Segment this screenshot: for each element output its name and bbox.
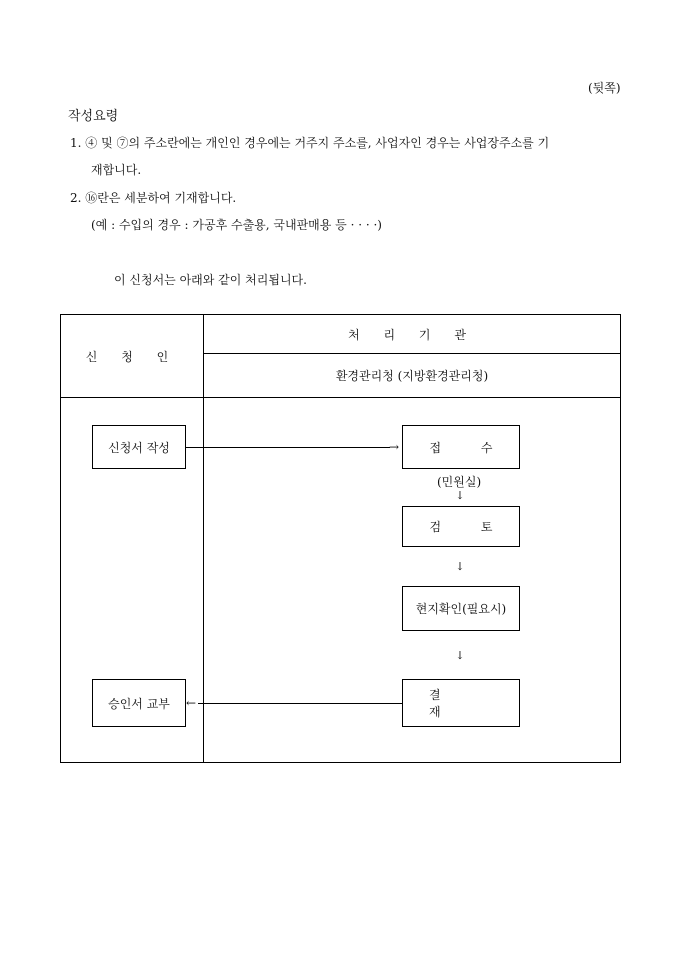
submit-arrow-line [186,447,390,448]
arrow-down-icon: ↓ [455,489,465,502]
receipt-box: 접 수 [402,425,520,469]
guide-item-2-example: (예 : 수입의 경우 : 가공후 수출용, 국내판매용 등 · · · ·) [91,218,382,232]
applicant-column-header: 신 청 인 [85,349,179,364]
agency-column-header: 처 리 기 관 [348,327,476,342]
guide-item-2: 2. ⑯란은 세분하여 기재합니다. [70,191,237,205]
process-note: 이 신청서는 아래와 같이 처리됩니다. [114,273,307,287]
guide-item-1: 1. ④ 및 ⑦의 주소란에는 개인인 경우에는 거주지 주소를, 사업자인 경우는 사업장주소를 기 [70,136,550,150]
review-box: 검 토 [402,506,520,547]
back-side-label: (뒷쪽) [588,81,621,95]
issue-arrow-line [198,703,402,704]
agency-name: 환경관리청 (지방환경관리청) [335,369,489,383]
approval-box: 결 재 [402,679,520,727]
issue-approval-box: 승인서 교부 [92,679,186,727]
writing-guide-title: 작성요령 [68,109,119,124]
arrow-right-icon: → [389,440,400,454]
guide-item-1-continued: 재합니다. [91,163,142,177]
site-check-box: 현지확인(필요시) [402,586,520,631]
arrow-left-icon: ← [186,696,197,710]
write-application-box: 신청서 작성 [92,425,186,469]
arrow-down-icon: ↓ [455,649,465,662]
arrow-down-icon: ↓ [455,560,465,573]
table-header-divider [60,397,621,398]
receipt-office-label: (민원실) [437,475,482,489]
